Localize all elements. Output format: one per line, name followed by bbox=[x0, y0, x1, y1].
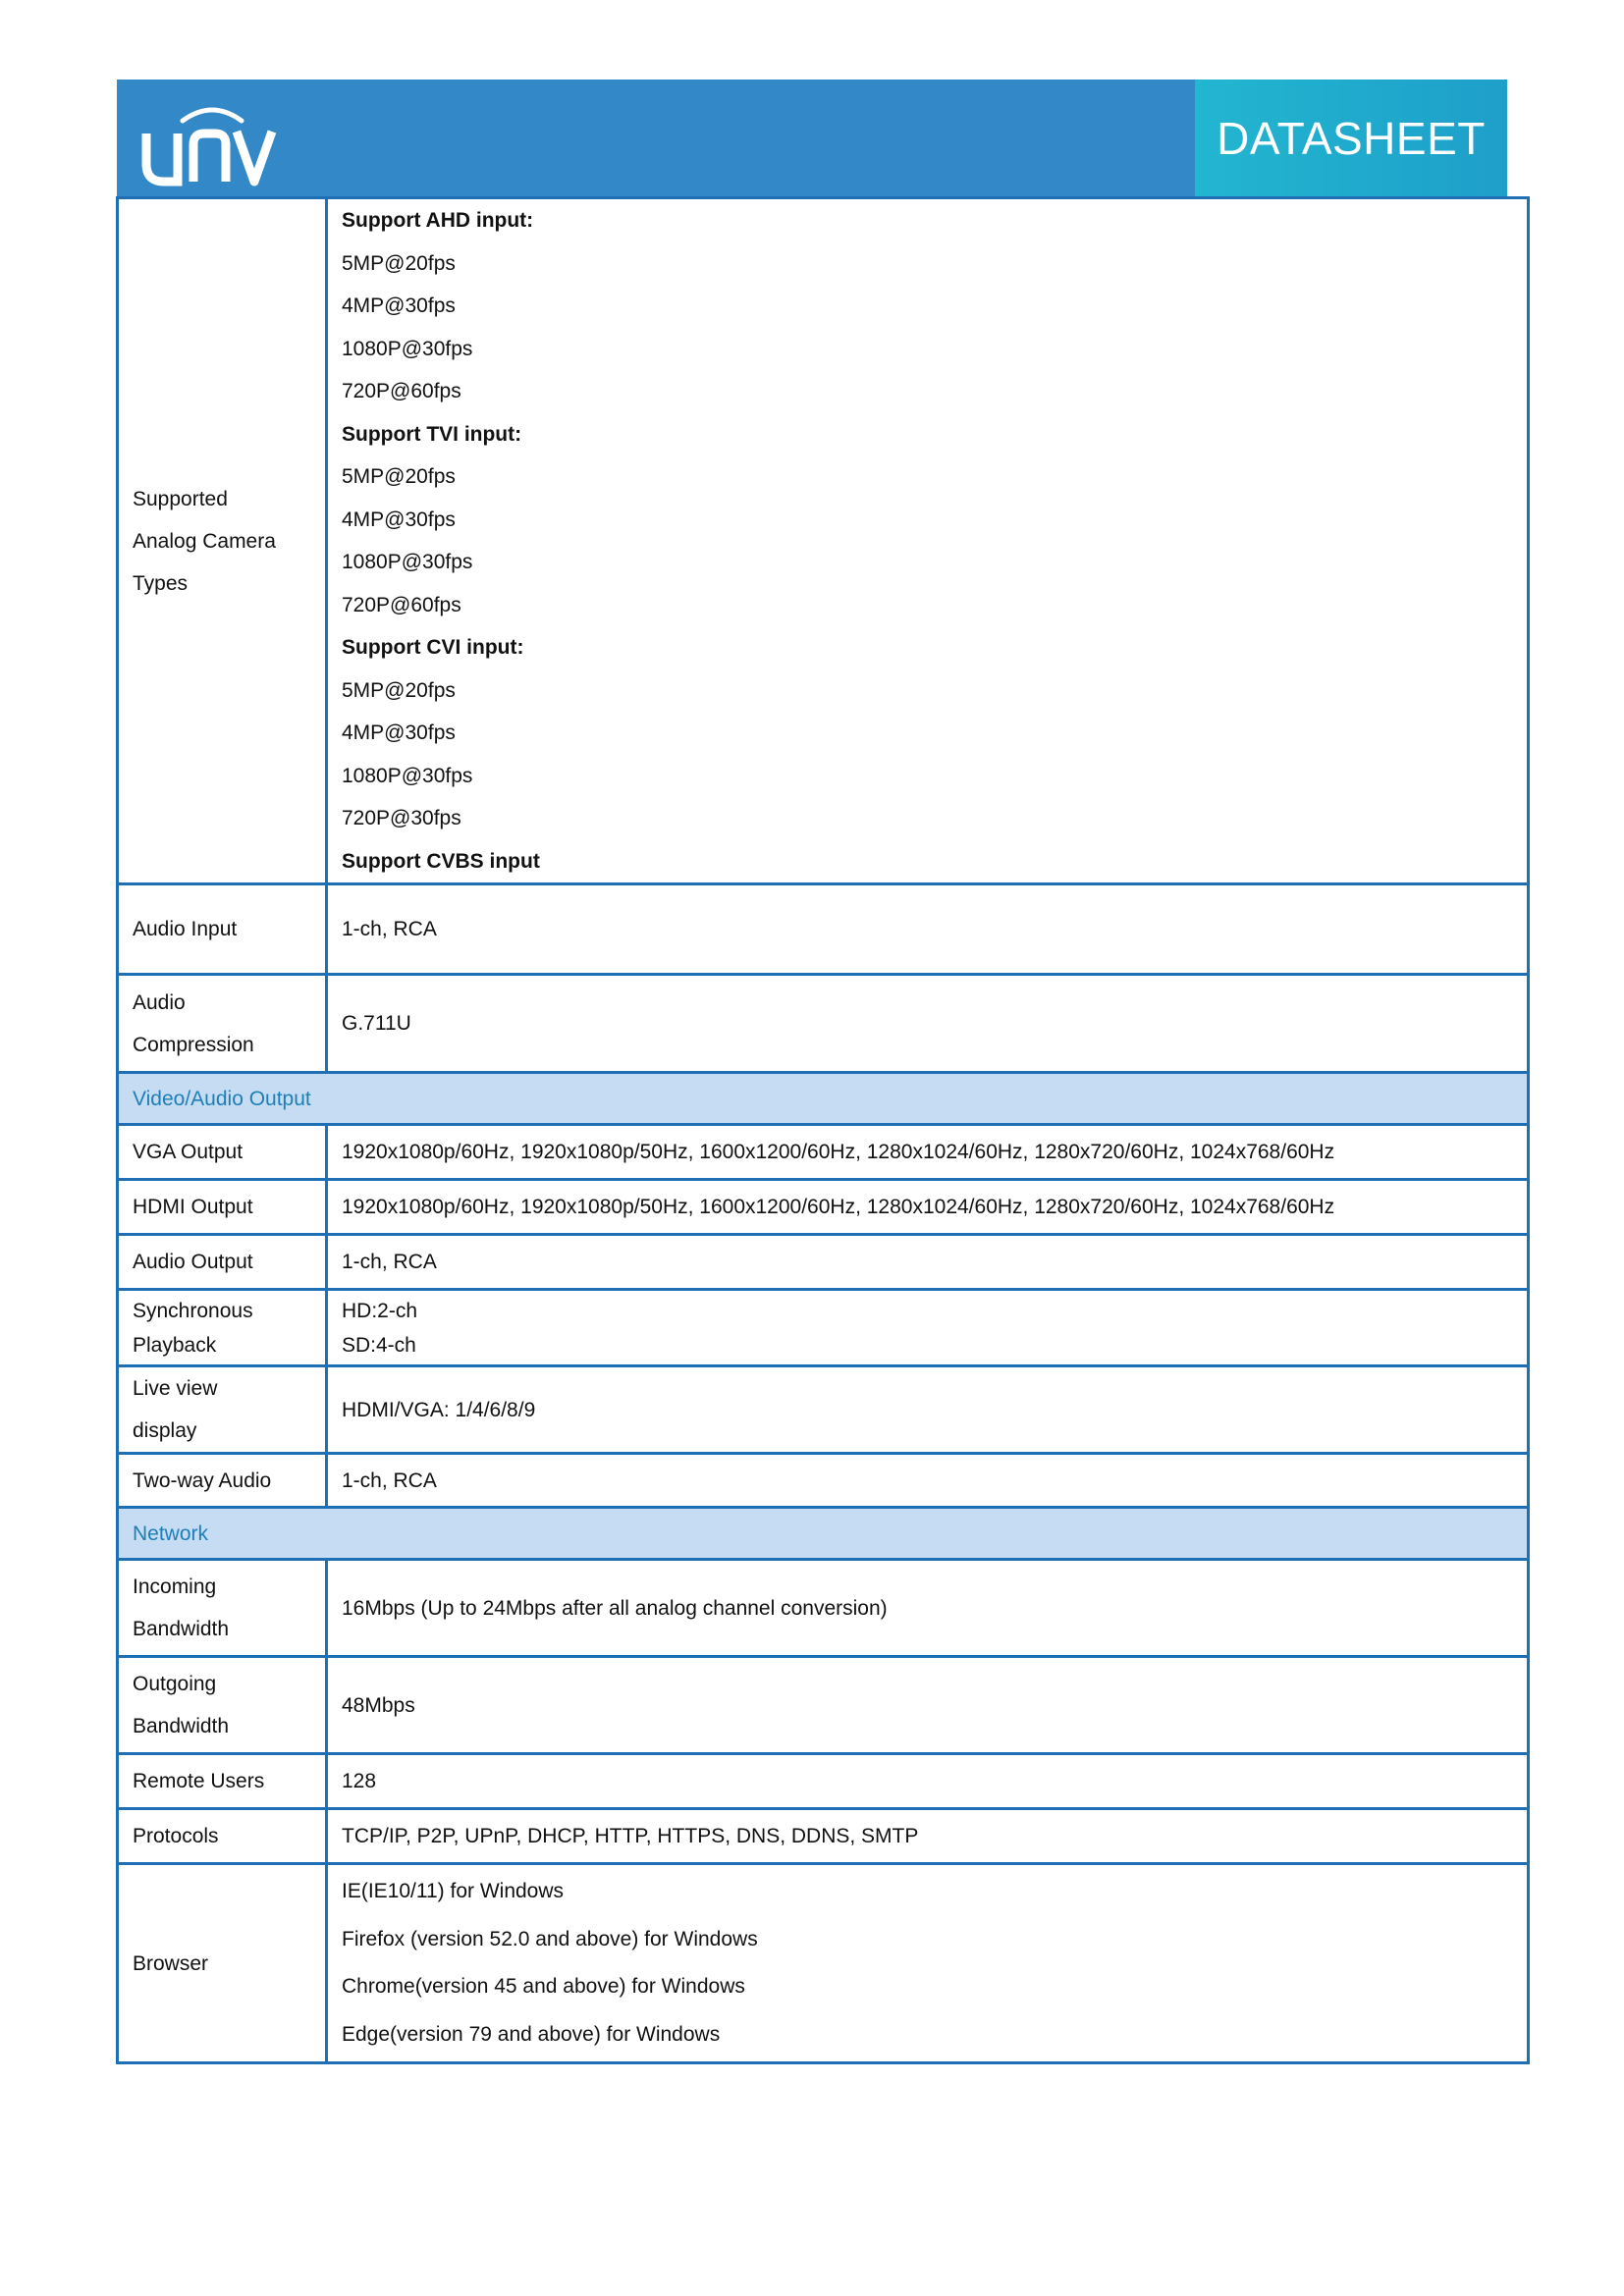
label-line: Analog Camera bbox=[133, 529, 276, 553]
label-line: Bandwidth bbox=[133, 1715, 230, 1737]
resolution-line: 4MP@30fps bbox=[342, 294, 456, 317]
input-type-heading: Support CVI input: bbox=[342, 636, 524, 659]
spec-label bbox=[118, 1366, 327, 1454]
spec-value bbox=[327, 198, 1529, 884]
label-line: Outgoing bbox=[133, 1673, 217, 1695]
label-line: Bandwidth bbox=[133, 1618, 230, 1640]
spec-label: Two-way Audio bbox=[118, 1454, 327, 1508]
label-line: Audio bbox=[133, 990, 186, 1014]
label-line: Types bbox=[133, 571, 189, 595]
resolution-line: 720P@30fps bbox=[342, 807, 461, 829]
spec-label: Browser bbox=[118, 1864, 327, 2063]
spec-row-hdmi-output bbox=[118, 1180, 1529, 1235]
spec-row-analog-camera-types bbox=[118, 198, 1529, 884]
spec-value: HDMI/VGA: 1/4/6/8/9 bbox=[327, 1366, 1529, 1454]
label-line: Supported bbox=[133, 487, 228, 510]
label-line: Synchronous bbox=[133, 1299, 253, 1322]
input-type-heading: Support AHD input: bbox=[342, 209, 534, 232]
spec-row-protocols bbox=[118, 1809, 1529, 1864]
spec-row-remote-users bbox=[118, 1754, 1529, 1809]
spec-row-audio-input bbox=[118, 884, 1529, 975]
spec-value bbox=[327, 1864, 1529, 2063]
spec-label: HDMI Output bbox=[118, 1180, 327, 1235]
spec-row-audio-output bbox=[118, 1235, 1529, 1290]
resolution-line: 720P@60fps bbox=[342, 593, 461, 616]
value-line: Firefox (version 52.0 and above) for Windows bbox=[342, 1927, 758, 1950]
unv-logo-icon bbox=[138, 99, 286, 187]
resolution-line: 4MP@30fps bbox=[342, 721, 456, 744]
value-line: Chrome(version 45 and above) for Windows bbox=[342, 1975, 745, 1998]
resolution-line: 5MP@20fps bbox=[342, 678, 456, 702]
spec-label: Remote Users bbox=[118, 1754, 327, 1809]
input-type-heading: Support CVBS input bbox=[342, 849, 540, 873]
label-line: Playback bbox=[133, 1333, 217, 1357]
spec-label bbox=[118, 198, 327, 884]
spec-row-browser bbox=[118, 1864, 1529, 2063]
label-line: Compression bbox=[133, 1033, 254, 1056]
spec-row-outgoing-bandwidth bbox=[118, 1657, 1529, 1754]
section-title: Video/Audio Output bbox=[118, 1073, 1529, 1125]
section-header-network bbox=[118, 1508, 1529, 1560]
spec-value: 128 bbox=[327, 1754, 1529, 1809]
spec-label: Audio Output bbox=[118, 1235, 327, 1290]
spec-value bbox=[327, 1290, 1529, 1366]
spec-value: G.711U bbox=[327, 975, 1529, 1073]
datasheet-header bbox=[117, 80, 1507, 197]
label-line: Live view bbox=[133, 1377, 218, 1400]
resolution-line: 5MP@20fps bbox=[342, 465, 456, 488]
spec-value: 1-ch, RCA bbox=[327, 1235, 1529, 1290]
spec-label bbox=[118, 975, 327, 1073]
spec-row-two-way-audio bbox=[118, 1454, 1529, 1508]
spec-row-synchronous-playback bbox=[118, 1290, 1529, 1366]
value-line: SD:4-ch bbox=[342, 1333, 416, 1357]
spec-label: Audio Input bbox=[118, 884, 327, 975]
section-header-video-audio-output bbox=[118, 1073, 1529, 1125]
spec-value: 1920x1080p/60Hz, 1920x1080p/50Hz, 1600x1200/60Hz, 1280x1024/60Hz, 1280x720/60Hz, 1024x768/60Hz bbox=[327, 1125, 1529, 1180]
spec-value: 16Mbps (Up to 24Mbps after all analog channel conversion) bbox=[327, 1560, 1529, 1657]
spec-label: Protocols bbox=[118, 1809, 327, 1864]
spec-value: 1920x1080p/60Hz, 1920x1080p/50Hz, 1600x1200/60Hz, 1280x1024/60Hz, 1280x720/60Hz, 1024x768/60Hz bbox=[327, 1180, 1529, 1235]
spec-value: 1-ch, RCA bbox=[327, 884, 1529, 975]
resolution-line: 4MP@30fps bbox=[342, 507, 456, 531]
value-line: IE(IE10/11) for Windows bbox=[342, 1880, 565, 1902]
resolution-line: 5MP@20fps bbox=[342, 251, 456, 275]
spec-row-incoming-bandwidth bbox=[118, 1560, 1529, 1657]
spec-label bbox=[118, 1560, 327, 1657]
spec-label bbox=[118, 1290, 327, 1366]
spec-value: TCP/IP, P2P, UPnP, DHCP, HTTP, HTTPS, DNS, DDNS, SMTP bbox=[327, 1809, 1529, 1864]
spec-label bbox=[118, 1657, 327, 1754]
datasheet-title: DATASHEET bbox=[1217, 113, 1486, 164]
section-title: Network bbox=[118, 1508, 1529, 1560]
label-line: Incoming bbox=[133, 1575, 217, 1598]
spec-value: 1-ch, RCA bbox=[327, 1454, 1529, 1508]
input-type-heading: Support TVI input: bbox=[342, 422, 522, 446]
value-line: HD:2-ch bbox=[342, 1299, 418, 1322]
value-line: Edge(version 79 and above) for Windows bbox=[342, 2022, 721, 2046]
resolution-line: 1080P@30fps bbox=[342, 551, 473, 573]
spec-table bbox=[116, 196, 1530, 2064]
datasheet-badge bbox=[1195, 80, 1507, 197]
resolution-line: 1080P@30fps bbox=[342, 764, 473, 787]
spec-label: VGA Output bbox=[118, 1125, 327, 1180]
resolution-line: 720P@60fps bbox=[342, 380, 461, 402]
spec-row-live-view-display bbox=[118, 1366, 1529, 1454]
spec-row-vga-output bbox=[118, 1125, 1529, 1180]
resolution-line: 1080P@30fps bbox=[342, 337, 473, 360]
spec-value: 48Mbps bbox=[327, 1657, 1529, 1754]
spec-row-audio-compression bbox=[118, 975, 1529, 1073]
label-line: display bbox=[133, 1419, 197, 1442]
